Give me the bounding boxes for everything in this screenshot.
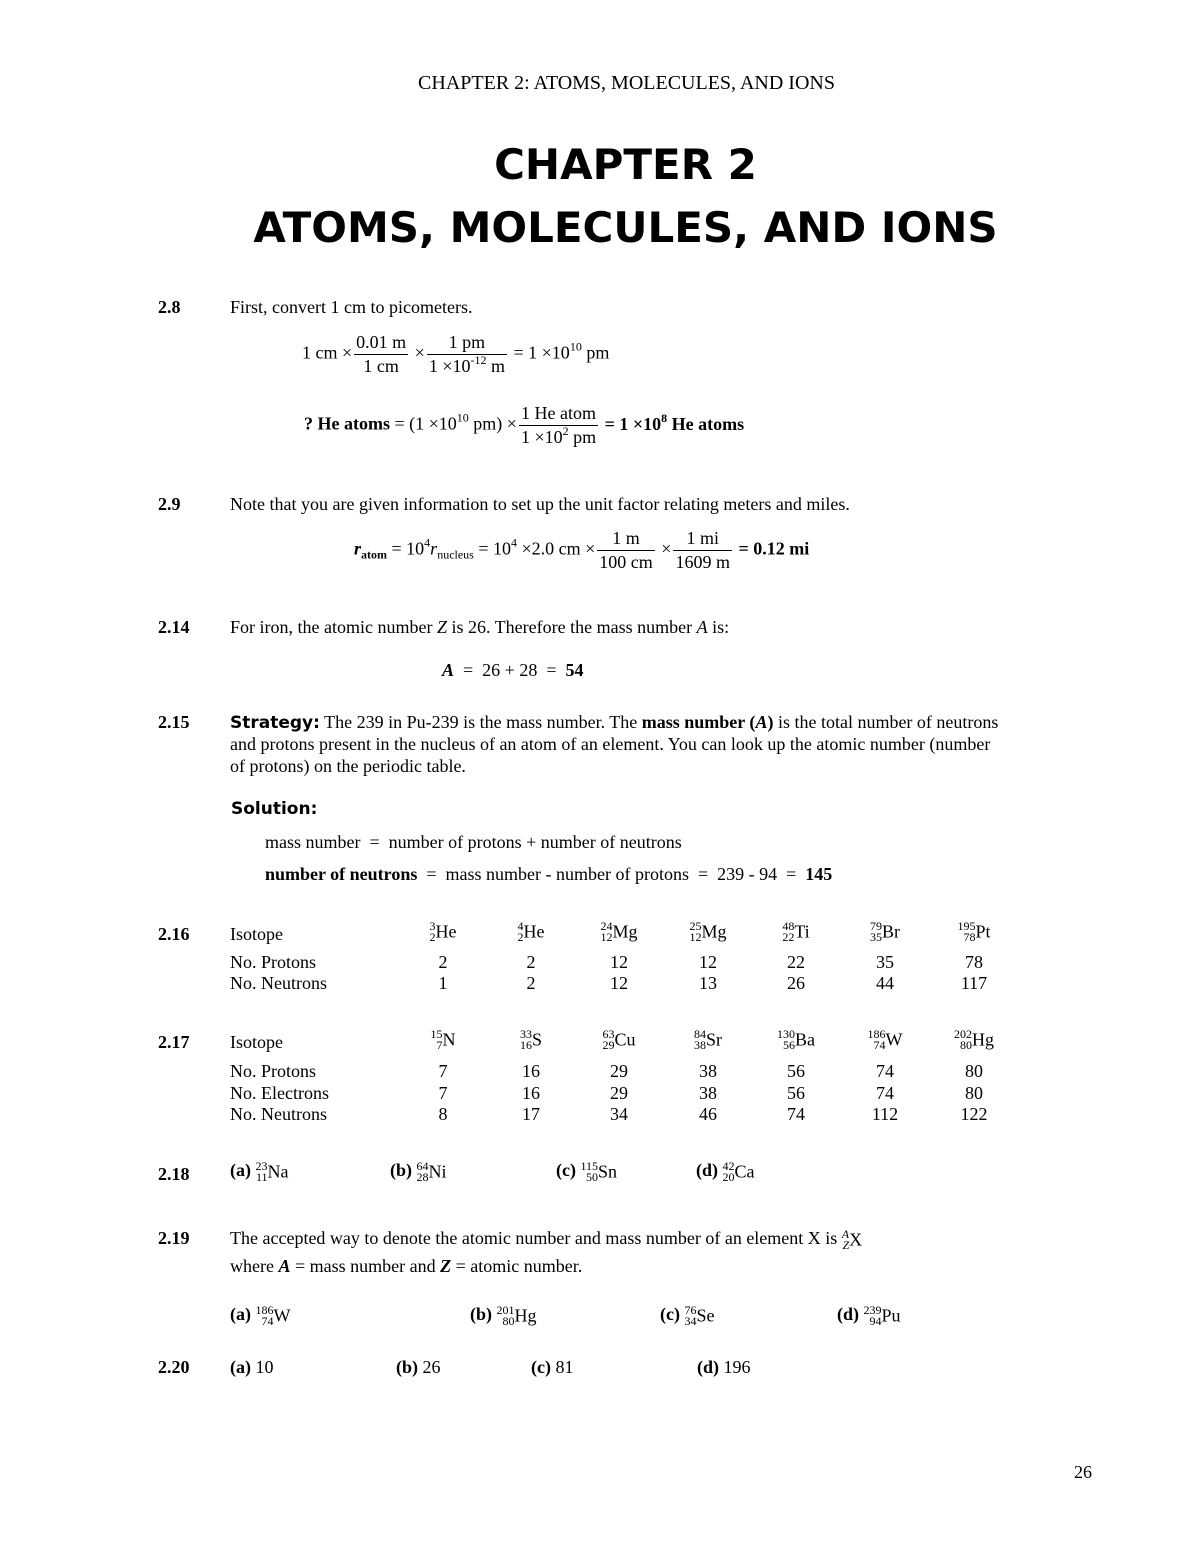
answer-item bbox=[230, 1357, 274, 1378]
neutrons-cell: 12 bbox=[610, 973, 628, 993]
isotope-header bbox=[934, 920, 1014, 943]
problem-number: 2.20 bbox=[158, 1357, 190, 1377]
nuclide-symbol: 130 56 Ba bbox=[777, 1026, 815, 1052]
neutrons-cell: 1 bbox=[438, 973, 448, 993]
answer-label: (c) bbox=[531, 1357, 551, 1377]
nuclide-symbol: 239 94 Pu bbox=[863, 1302, 901, 1328]
problem-text: Note that you are given information to set up the unit factor relating meters and miles. bbox=[230, 494, 850, 514]
electrons-cell: 56 bbox=[787, 1083, 805, 1103]
row-label: Isotope bbox=[230, 1032, 283, 1052]
protons-cell: 2 bbox=[438, 952, 448, 972]
isotope-header bbox=[934, 1028, 1014, 1051]
problem-number: 2.14 bbox=[158, 617, 190, 637]
isotope-header bbox=[845, 920, 925, 943]
protons-cell: 12 bbox=[610, 952, 628, 972]
answer-item bbox=[390, 1160, 447, 1183]
nuclide-symbol: 202 80 Hg bbox=[954, 1026, 994, 1052]
isotope-header bbox=[668, 1028, 748, 1051]
problem-text: For iron, the atomic number Z is 26. Therefore the mass number A is: bbox=[230, 617, 730, 637]
nuclide-symbol: 3 2 He bbox=[429, 918, 457, 944]
nuclide-symbol: 76 34 Se bbox=[684, 1302, 715, 1328]
answer-item bbox=[531, 1357, 573, 1378]
protons-cell: 12 bbox=[699, 952, 717, 972]
isotope-header bbox=[491, 920, 571, 943]
equation-cm-to-pm: 1 cm × $\frac{0.01 m}{1 cm}$ × $\frac{1 pm}{1 \times 10^{-12} m}$ = $1 \times 10^{10}$ pm bbox=[302, 332, 610, 376]
problem-number: 2.18 bbox=[158, 1164, 190, 1184]
strategy-line: and protons present in the nucleus of an atom of an element. You can look up the atomic number (number bbox=[230, 734, 991, 754]
nuclide-symbol: 79 35 Br bbox=[870, 918, 900, 944]
nuclide-symbol: 48 22 Ti bbox=[782, 918, 810, 944]
mass-number-equation: A = 26 + 28 = 54 bbox=[442, 660, 584, 680]
answer-value: 26 bbox=[422, 1357, 441, 1377]
isotope-header bbox=[845, 1028, 925, 1051]
problem-number: 2.15 bbox=[158, 712, 190, 732]
answer-label: (c) bbox=[556, 1160, 576, 1180]
problem-number: 2.9 bbox=[158, 494, 181, 514]
solution-line: mass number = number of protons + number of neutrons bbox=[265, 832, 682, 852]
answer-item bbox=[396, 1357, 441, 1378]
protons-cell: 35 bbox=[876, 952, 894, 972]
problem-text: where A = mass number and Z = atomic number. bbox=[230, 1256, 583, 1276]
isotope-header bbox=[668, 920, 748, 943]
protons-cell: 56 bbox=[787, 1061, 805, 1081]
isotope-header bbox=[403, 1028, 483, 1051]
answer-item bbox=[696, 1160, 755, 1183]
nuclide-symbol: 23 11 Na bbox=[255, 1158, 289, 1184]
answer-item bbox=[660, 1304, 714, 1327]
solution-label: Solution: bbox=[231, 799, 318, 819]
neutrons-cell: 17 bbox=[522, 1104, 540, 1124]
chapter-number-title: CHAPTER 2 bbox=[494, 140, 757, 189]
protons-cell: 16 bbox=[522, 1061, 540, 1081]
solution-line: number of neutrons = mass number - number of protons = 239 - 94 = 145 bbox=[265, 864, 833, 884]
isotope-header bbox=[403, 920, 483, 943]
answer-item bbox=[837, 1304, 901, 1327]
neutrons-cell: 117 bbox=[960, 973, 988, 993]
isotope-header bbox=[579, 1028, 659, 1051]
strategy-line: Strategy: The 239 in Pu-239 is the mass number. The mass number (A) is the total number of neutrons bbox=[230, 712, 999, 733]
electrons-cell: 29 bbox=[610, 1083, 628, 1103]
nuclide-symbol: 25 12 Mg bbox=[689, 918, 727, 944]
nuclide-symbol: 84 38 Sr bbox=[693, 1026, 722, 1052]
nuclide-symbol: 63 29 Cu bbox=[602, 1026, 636, 1052]
nuclide-symbol: 64 28 Ni bbox=[416, 1158, 447, 1184]
problem-text: First, convert 1 cm to picometers. bbox=[230, 297, 473, 317]
protons-cell: 2 bbox=[526, 952, 536, 972]
electrons-cell: 80 bbox=[965, 1083, 983, 1103]
nuclide-symbol: 186 74 W bbox=[867, 1026, 903, 1052]
nuclide-symbol: 42 20 Ca bbox=[722, 1158, 755, 1184]
neutrons-cell: 44 bbox=[876, 973, 894, 993]
answer-label: (d) bbox=[696, 1160, 718, 1180]
answer-item bbox=[230, 1160, 289, 1183]
row-label: No. Neutrons bbox=[230, 1104, 327, 1124]
answer-label: (b) bbox=[390, 1160, 412, 1180]
nuclide-symbol: 186 74 W bbox=[255, 1302, 291, 1328]
running-header: CHAPTER 2: ATOMS, MOLECULES, AND IONS bbox=[418, 72, 835, 94]
neutrons-cell: 74 bbox=[787, 1104, 805, 1124]
protons-cell: 29 bbox=[610, 1061, 628, 1081]
nuclide-symbol: 15 7 N bbox=[430, 1026, 456, 1052]
answer-value: 10 bbox=[255, 1357, 274, 1377]
answer-item bbox=[697, 1357, 751, 1378]
electrons-cell: 38 bbox=[699, 1083, 717, 1103]
nuclide-symbol: 24 12 Mg bbox=[600, 918, 638, 944]
neutrons-cell: 122 bbox=[960, 1104, 988, 1124]
protons-cell: 74 bbox=[876, 1061, 894, 1081]
neutrons-cell: 34 bbox=[610, 1104, 628, 1124]
answer-item bbox=[556, 1160, 617, 1183]
nuclide-symbol: 115 50 Sn bbox=[580, 1158, 618, 1184]
answer-label: (a) bbox=[230, 1357, 251, 1377]
protons-cell: 38 bbox=[699, 1061, 717, 1081]
protons-cell: 22 bbox=[787, 952, 805, 972]
isotope-header bbox=[491, 1028, 571, 1051]
nuclide-symbol: 4 2 He bbox=[517, 918, 545, 944]
problem-number: 2.8 bbox=[158, 297, 181, 317]
answer-item bbox=[230, 1304, 291, 1327]
neutrons-cell: 8 bbox=[438, 1104, 448, 1124]
answer-value: 81 bbox=[555, 1357, 574, 1377]
answer-label: (b) bbox=[470, 1304, 492, 1324]
answer-label: (d) bbox=[697, 1357, 719, 1377]
isotope-header bbox=[756, 1028, 836, 1051]
nuclide-symbol: 201 80 Hg bbox=[496, 1302, 537, 1328]
isotope-header bbox=[579, 920, 659, 943]
answer-value: 196 bbox=[723, 1357, 751, 1377]
answer-label: (c) bbox=[660, 1304, 680, 1324]
electrons-cell: 7 bbox=[438, 1083, 448, 1103]
isotope-header bbox=[756, 920, 836, 943]
problem-number: 2.17 bbox=[158, 1032, 190, 1052]
problem-text: The accepted way to denote the atomic number and mass number of an element X is A Z X bbox=[230, 1226, 863, 1252]
row-label: No. Neutrons bbox=[230, 973, 327, 993]
protons-cell: 7 bbox=[438, 1061, 448, 1081]
strategy-line: of protons) on the periodic table. bbox=[230, 756, 466, 776]
neutrons-cell: 13 bbox=[699, 973, 717, 993]
problem-number: 2.19 bbox=[158, 1228, 190, 1248]
protons-cell: 78 bbox=[965, 952, 983, 972]
equation-he-atoms: ? He atoms = ($1 \times 10^{10}$ pm) × $\frac{\text{1 He atom}}{1 \times 10^2 pm}$ = $1 \times 10^8$ He atoms bbox=[304, 403, 745, 447]
answer-item bbox=[470, 1304, 537, 1327]
electrons-cell: 16 bbox=[522, 1083, 540, 1103]
answer-label: (a) bbox=[230, 1304, 251, 1324]
row-label: Isotope bbox=[230, 924, 283, 944]
neutrons-cell: 26 bbox=[787, 973, 805, 993]
page-number: 26 bbox=[1074, 1462, 1092, 1482]
row-label: No. Protons bbox=[230, 952, 317, 972]
problem-number: 2.16 bbox=[158, 924, 190, 944]
neutrons-cell: 46 bbox=[699, 1104, 717, 1124]
equation-radius: $r_{atom} = 10^4r_{nucleus} = 10^4 \times 2.0$ cm × $\frac{1 m}{100 cm}$ × $\frac{1 mi}{1609 m}$ = 0.12 mi bbox=[354, 528, 810, 572]
neutrons-cell: 112 bbox=[871, 1104, 899, 1124]
answer-label: (b) bbox=[396, 1357, 418, 1377]
row-label: No. Electrons bbox=[230, 1083, 329, 1103]
answer-label: (a) bbox=[230, 1160, 251, 1180]
nuclide-symbol: 195 78 Pt bbox=[957, 918, 991, 944]
chapter-title: ATOMS, MOLECULES, AND IONS bbox=[253, 203, 998, 252]
row-label: No. Protons bbox=[230, 1061, 317, 1081]
nuclide-symbol: 33 16 S bbox=[519, 1026, 542, 1052]
electrons-cell: 74 bbox=[876, 1083, 894, 1103]
neutrons-cell: 2 bbox=[526, 973, 536, 993]
protons-cell: 80 bbox=[965, 1061, 983, 1081]
answer-label: (d) bbox=[837, 1304, 859, 1324]
